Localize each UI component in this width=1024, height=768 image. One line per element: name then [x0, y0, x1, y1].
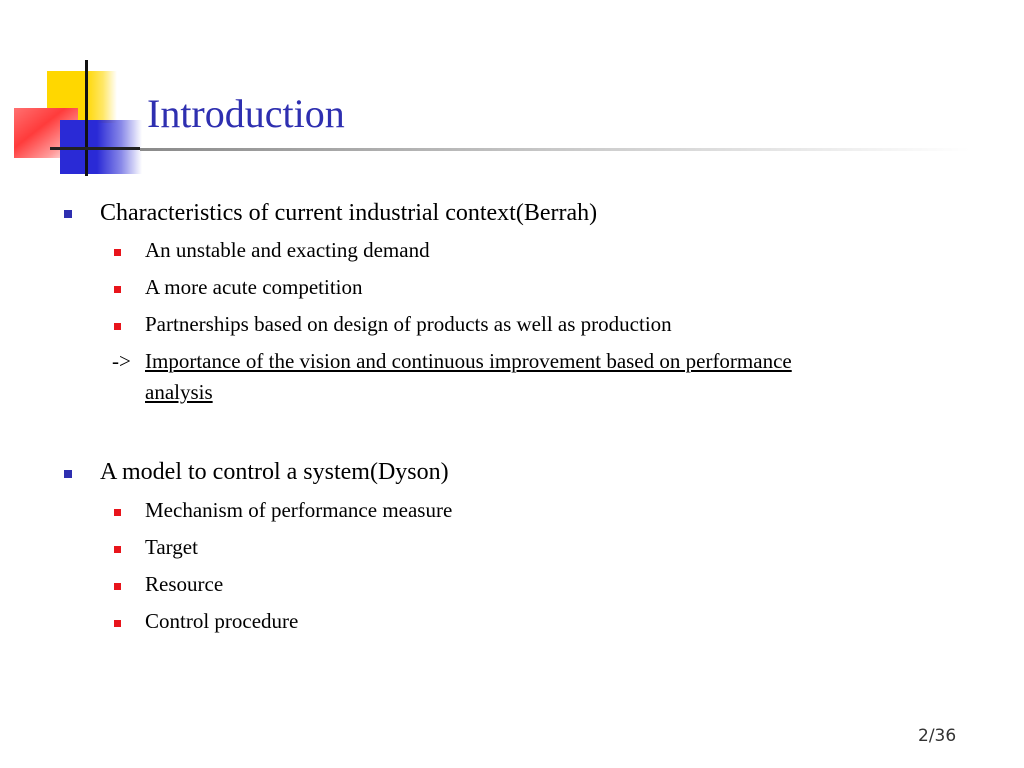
section1-conclusion-cont: analysis: [145, 380, 213, 404]
section1-item: Partnerships based on design of products as well as production: [145, 312, 672, 336]
bullet-square-icon: [64, 210, 72, 218]
section1-conclusion: Importance of the vision and continuous improvement based on performance: [145, 349, 792, 373]
page-number: 2/36: [918, 726, 957, 746]
bullet-square-icon: [114, 620, 121, 627]
bullet-square-icon: [114, 249, 121, 256]
section2-item: Control procedure: [145, 609, 299, 633]
section1-item: A more acute competition: [145, 275, 363, 299]
section2-item: Target: [145, 535, 198, 559]
section1-heading: Characteristics of current industrial context(Berrah): [100, 200, 598, 226]
bullet-square-icon: [64, 470, 72, 478]
arrow-marker: ->: [112, 349, 131, 373]
bullet-square-icon: [114, 286, 121, 293]
bullet-square-icon: [114, 509, 121, 516]
bullet-square-icon: [114, 323, 121, 330]
section1-item: An unstable and exacting demand: [145, 238, 430, 262]
bullet-square-icon: [114, 583, 121, 590]
section2-heading: A model to control a system(Dyson): [100, 459, 449, 485]
bullet-square-icon: [114, 546, 121, 553]
slide-title: Introduction: [147, 91, 345, 136]
section2-item: Mechanism of performance measure: [145, 498, 453, 522]
section2-item: Resource: [145, 572, 224, 596]
